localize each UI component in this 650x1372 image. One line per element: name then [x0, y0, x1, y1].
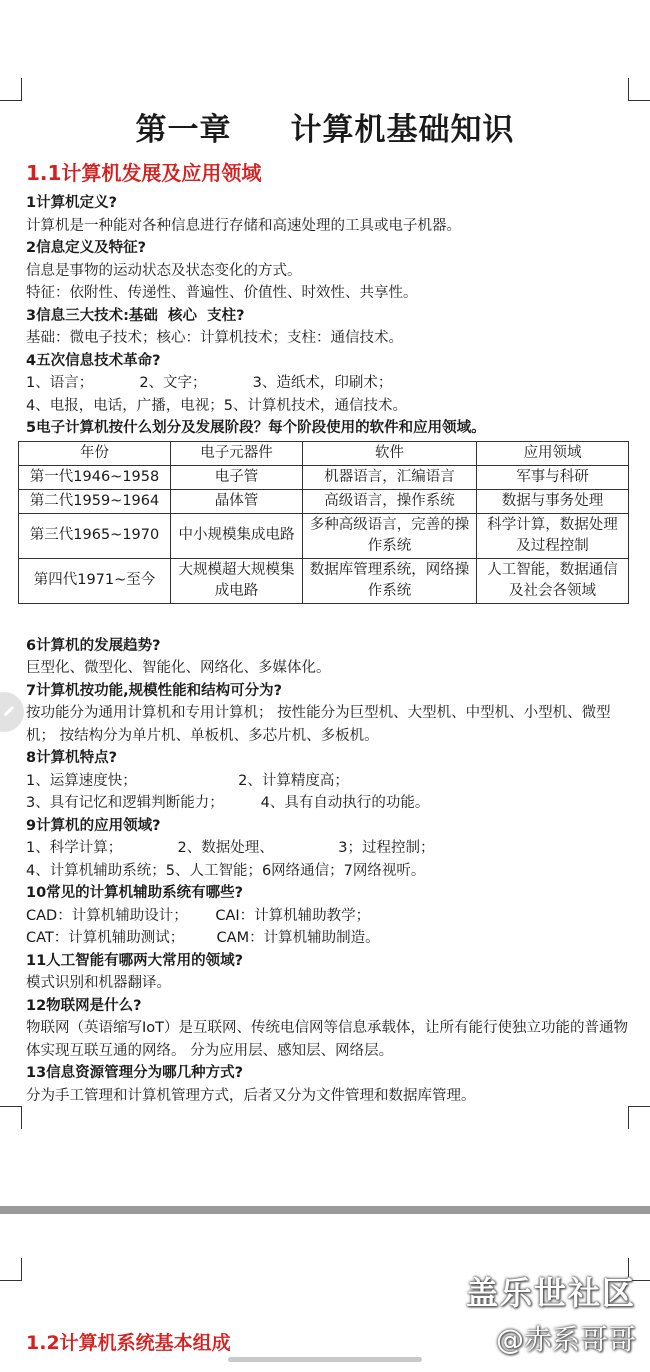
answer-12: 物联网（英语缩写IoT）是互联网、传统电信网等信息承载体，让所有能行使独立功能的普通物体实现互联互通的网络。 分为应用层、感知层、网络层。: [26, 1020, 629, 1059]
spacer: [26, 604, 628, 635]
answer-6: 巨型化、微型化、智能化、网络化、多媒体化。: [26, 660, 331, 676]
answer-4-line-2: 4、电报，电话，广播，电视；5、计算机技术，通信技术。: [26, 397, 407, 414]
answer-2-line-2: 特征：依附性、传递性、普遍性、价值性、时效性、共享性。: [26, 285, 418, 301]
table-cell: 多种高级语言，完善的操作系统: [303, 513, 477, 558]
answer-9-line-1: 1、科学计算； 2、数据处理、 3；过程控制；: [26, 840, 435, 856]
answer-10-line-1: CAD：计算机辅助设计； CAI：计算机辅助教学；: [26, 907, 371, 924]
table-cell: 电子管: [171, 465, 303, 489]
corner-mark-top-right: [628, 78, 650, 101]
answer-3: 基础：微电子技术；核心：计算机技术；支柱：通信技术。: [26, 330, 403, 346]
table-header-cell: 应用领域: [477, 441, 629, 465]
question-10: 10常见的计算机辅助系统有哪些?: [26, 885, 244, 901]
table-cell: 中小规模集成电路: [171, 513, 303, 558]
answer-8-line-1: 1、运算速度快； 2、计算精度高；: [26, 772, 349, 789]
question-1: 1计算机定义?: [26, 195, 117, 211]
watermark-community: 盖乐世社区: [465, 1274, 636, 1312]
corner-mark-top-left: [0, 1258, 22, 1281]
answer-7: 按功能分为通用计算机和专用计算机； 按性能分为巨型机、大型机、中型机、小型机、微型机； 按结构分为单片机、单板机、多芯片机、多板机。: [26, 705, 611, 744]
table-cell: 数据库管理系统，网络操作系统: [303, 558, 477, 603]
answer-10-line-2: CAT：计算机辅助测试； CAM：计算机辅助制造。: [26, 930, 380, 946]
table-cell: 高级语言，操作系统: [303, 489, 477, 513]
table-cell: 数据与事务处理: [477, 489, 629, 513]
question-3: 3信息三大技术:基础 核心 支柱?: [26, 307, 245, 324]
table-cell: 科学计算，数据处理及过程控制: [477, 513, 629, 558]
question-2: 2信息定义及特征?: [26, 240, 146, 256]
document-body: [26, 192, 628, 1107]
next-section-title: 1.2计算机系统基本组成: [26, 1332, 231, 1354]
answer-2-line-1: 信息是事物的运动状态及状态变化的方式。: [26, 262, 302, 279]
corner-mark-bottom-left: [0, 1106, 22, 1129]
answer-9-line-2: 4、计算机辅助系统；5、人工智能；6网络通信；7网络视听。: [26, 862, 426, 879]
table-cell: 人工智能，数据通信及社会各领域: [477, 558, 629, 603]
question-4: 4五次信息技术革命?: [26, 352, 161, 369]
answer-8-line-2: 3、具有记忆和逻辑判断能力； 4、具有自动执行的功能。: [26, 795, 430, 811]
question-6: 6计算机的发展趋势?: [26, 637, 161, 654]
table-header-cell: 软件: [303, 441, 477, 465]
question-12: 12物联网是什么?: [26, 997, 142, 1014]
question-5: 5电子计算机按什么划分及发展阶段？每个阶段使用的软件和应用领域。: [26, 420, 486, 436]
chapter-title: 第一章 计算机基础知识: [135, 112, 515, 148]
table-cell: 第二代1959~1964: [19, 489, 171, 513]
question-7: 7计算机按功能,规模性能和结构可分为?: [26, 682, 283, 699]
question-9: 9计算机的应用领域?: [26, 817, 161, 834]
table-cell: 第三代1965~1970: [19, 513, 171, 558]
pencil-icon: [2, 704, 16, 718]
table-row: [19, 513, 629, 558]
table-cell: 晶体管: [171, 489, 303, 513]
answer-1: 计算机是一种能对各种信息进行存储和高速处理的工具或电子机器。: [26, 217, 461, 234]
question-13: 13信息资源管理分为哪几种方式?: [26, 1065, 244, 1081]
corner-mark-bottom-right: [628, 1106, 650, 1129]
computer-generations-table: [18, 441, 629, 604]
home-indicator-bar[interactable]: [228, 1357, 422, 1362]
page-divider: [0, 1206, 650, 1214]
answer-11: 模式识别和机器翻译。: [26, 975, 171, 991]
table-row: [19, 465, 629, 489]
table-header-cell: 年份: [19, 441, 171, 465]
watermark-author: @赤系哥哥: [495, 1323, 636, 1356]
question-8: 8计算机特点?: [26, 750, 117, 766]
answer-4-line-1: 1、语言； 2、文字； 3、造纸术，印刷术；: [26, 375, 393, 391]
corner-mark-top-left: [0, 78, 22, 101]
question-11: 11人工智能有哪两大常用的领域?: [26, 952, 244, 969]
table-cell: 大规模超大规模集成电路: [171, 558, 303, 603]
table-header-cell: 电子元器件: [171, 441, 303, 465]
table-cell: 军事与科研: [477, 465, 629, 489]
table-row: [19, 558, 629, 603]
section-title: 1.1计算机发展及应用领域: [26, 161, 262, 185]
table-cell: 机器语言，汇编语言: [303, 465, 477, 489]
table-header-row: [19, 441, 629, 465]
table-cell: 第一代1946~1958: [19, 465, 171, 489]
table-cell: 第四代1971~至今: [19, 558, 171, 603]
table-row: [19, 489, 629, 513]
answer-13: 分为手工管理和计算机管理方式，后者又分为文件管理和数据库管理。: [26, 1087, 476, 1104]
